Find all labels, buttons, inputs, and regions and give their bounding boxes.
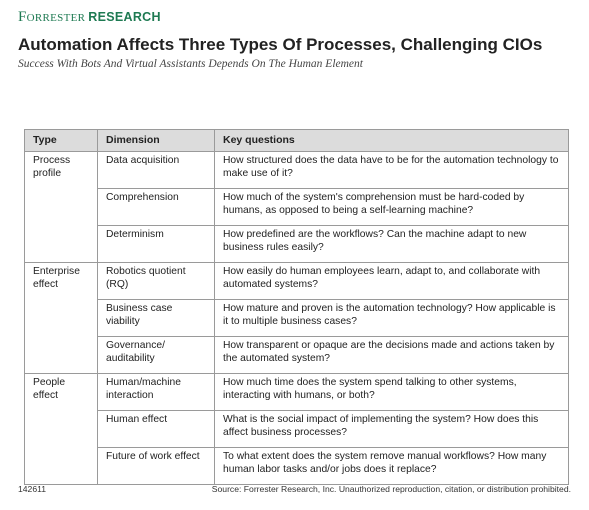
table-header-row (25, 130, 569, 152)
type-cell: Process profile (25, 152, 98, 263)
question-cell: To what extent does the system remove manual workflows? How many human labor tasks and/or jobs does it replace? (215, 448, 569, 485)
dimension-cell: Business case viability (98, 300, 215, 337)
question-cell: How much time does the system spend talking to other systems, interacting with humans, or both? (215, 374, 569, 411)
question-cell: How predefined are the workflows? Can the machine adapt to new business rules easily? (215, 226, 569, 263)
table-row (25, 411, 569, 448)
question-cell: How mature and proven is the automation technology? How applicable is it to multiple business cases? (215, 300, 569, 337)
type-cell: People effect (25, 374, 98, 485)
dimension-cell: Determinism (98, 226, 215, 263)
forrester-logo (18, 9, 161, 26)
key-questions-table (24, 129, 569, 485)
header-type: Type (25, 130, 98, 152)
header-key-questions: Key questions (215, 130, 569, 152)
dimension-cell: Human effect (98, 411, 215, 448)
dimension-cell: Human/machine interaction (98, 374, 215, 411)
table-row (25, 448, 569, 485)
question-cell: How much of the system's comprehension must be hard-coded by humans, as opposed to being a self-learning machine? (215, 189, 569, 226)
dimension-cell: Robotics quotient (RQ) (98, 263, 215, 300)
table-row (25, 263, 569, 300)
question-cell: How easily do human employees learn, adapt to, and collaborate with automated systems? (215, 263, 569, 300)
dimension-cell: Future of work effect (98, 448, 215, 485)
header-dimension: Dimension (98, 130, 215, 152)
dimension-cell: Governance/ auditability (98, 337, 215, 374)
dimension-cell: Data acquisition (98, 152, 215, 189)
brand-suffix: RESEARCH (88, 10, 161, 24)
question-cell: How transparent or opaque are the decisions made and actions taken by the automated system? (215, 337, 569, 374)
question-cell: How structured does the data have to be for the automation technology to make use of it? (215, 152, 569, 189)
table-row (25, 226, 569, 263)
page-subtitle: Success With Bots And Virtual Assistants Depends On The Human Element (18, 58, 363, 70)
table-row (25, 300, 569, 337)
brand-name: Forrester (18, 9, 86, 25)
source-note: Source: Forrester Research, Inc. Unauthorized reproduction, citation, or distribution prohibited. (211, 484, 571, 494)
table-row (25, 374, 569, 411)
page-title: Automation Affects Three Types Of Processes, Challenging CIOs (18, 35, 543, 54)
table-row (25, 189, 569, 226)
dimension-cell: Comprehension (98, 189, 215, 226)
type-cell: Enterprise effect (25, 263, 98, 374)
figure-id: 142611 (18, 484, 47, 494)
question-cell: What is the social impact of implementing the system? How does this affect business processes? (215, 411, 569, 448)
table-row (25, 152, 569, 189)
table-row (25, 337, 569, 374)
